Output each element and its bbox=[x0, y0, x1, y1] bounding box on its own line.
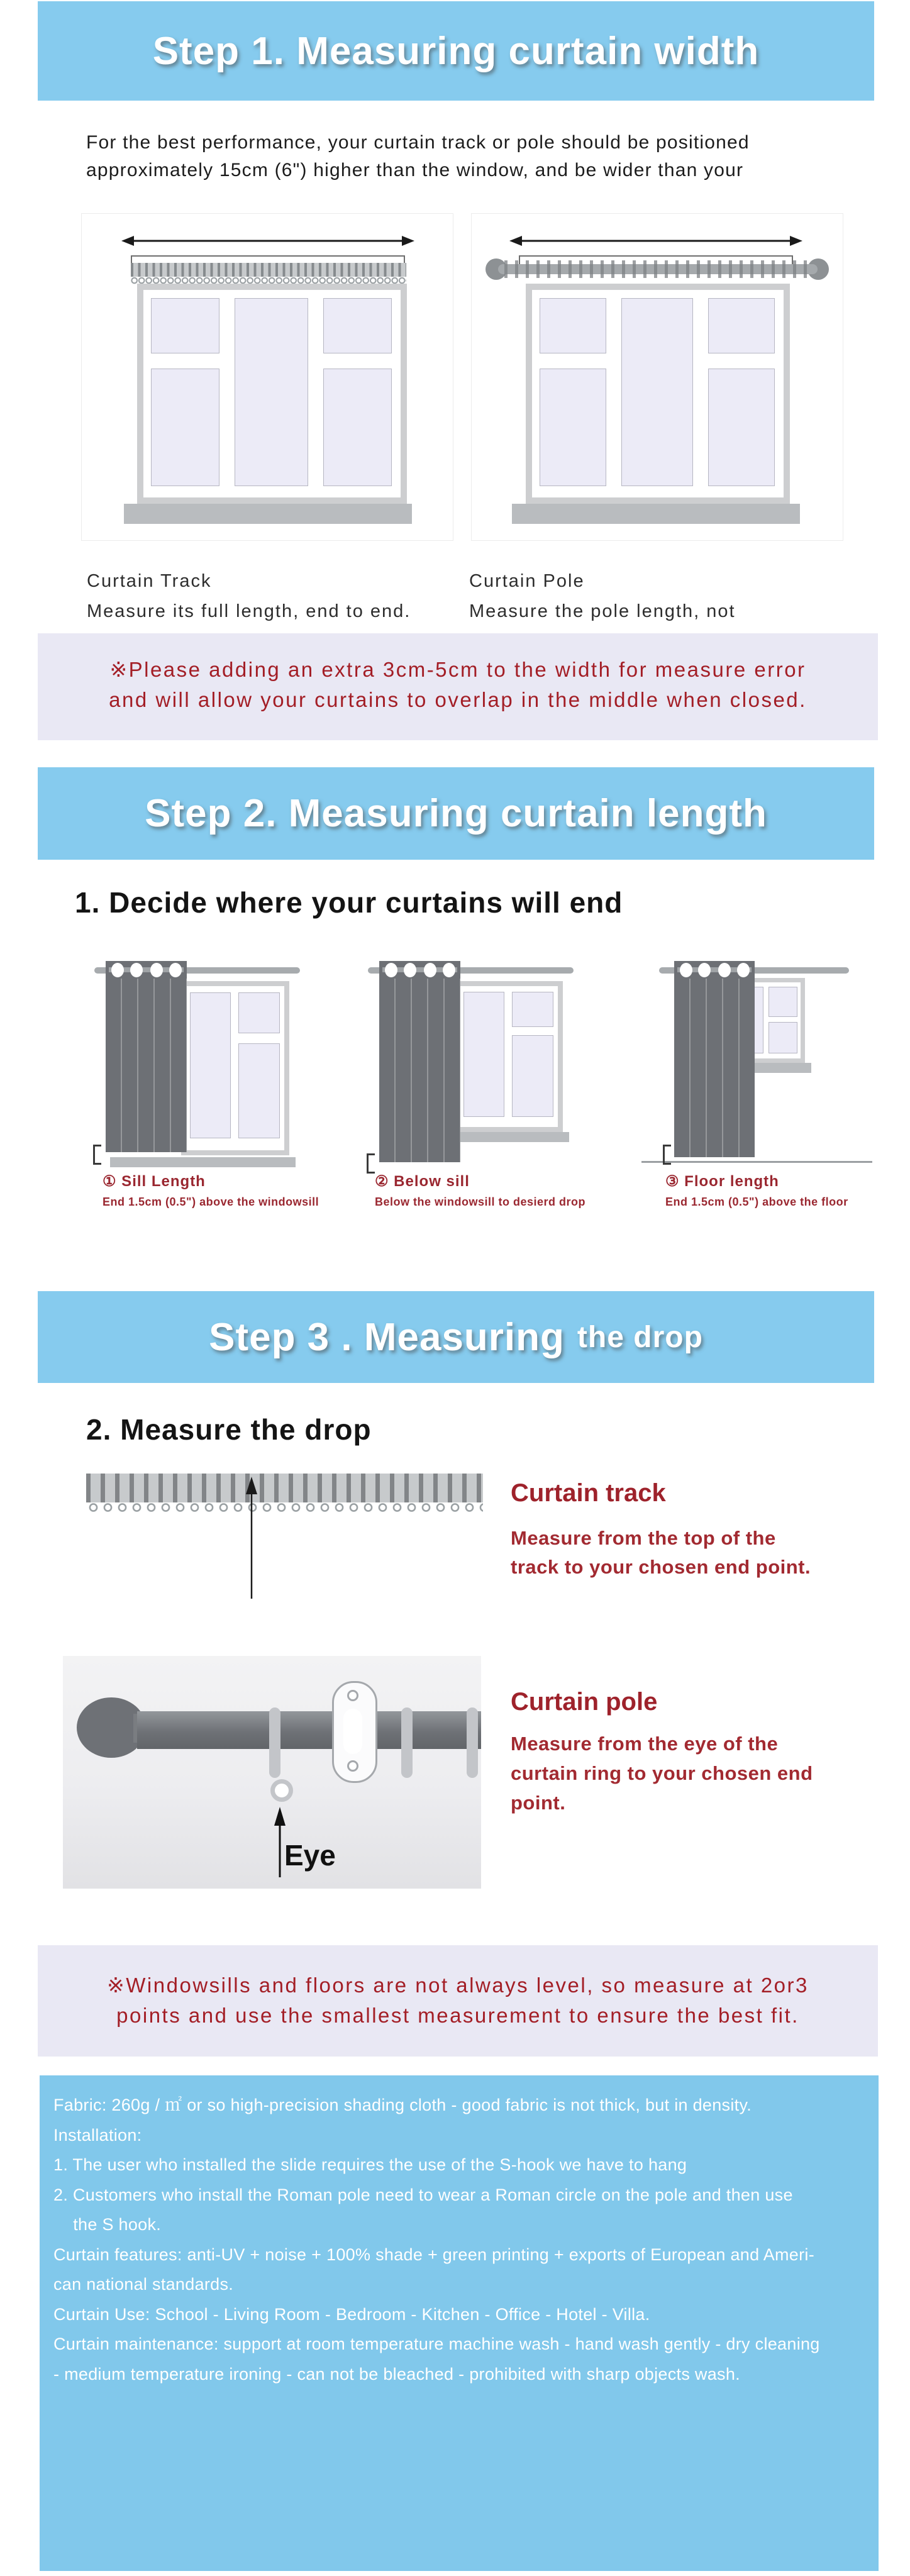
track-drop-title: Curtain track bbox=[511, 1479, 666, 1507]
info-line: Fabric: 260g / ㎡ or so high-precision shading cloth - good fabric is not thick, but in density. bbox=[53, 2096, 752, 2114]
option2-label: ② Below sill bbox=[375, 1173, 470, 1190]
window-pane bbox=[512, 992, 553, 1027]
curtain-folds bbox=[674, 979, 755, 1157]
track-caption-line: Measure its full length, end to end. bbox=[87, 601, 411, 621]
intro-line-2: approximately 15cm (6") higher than the window, and be wider than your bbox=[86, 160, 744, 180]
drop-note bbox=[38, 1945, 878, 2057]
step2-banner bbox=[38, 767, 874, 860]
track-drop-line: Measure from the top of the bbox=[511, 1527, 776, 1549]
window-pane bbox=[769, 987, 797, 1017]
curtain-panel-icon bbox=[379, 961, 460, 1162]
step3-banner-subtitle: the drop bbox=[577, 1320, 703, 1354]
drop-note-line: points and use the smallest measurement to ensure the best fit. bbox=[116, 2004, 799, 2027]
bracket-screw-icon bbox=[347, 1760, 358, 1772]
drop-arrow-icon bbox=[239, 1475, 264, 1601]
option1-desc: End 1.5cm (0.5") above the windowsill bbox=[103, 1196, 319, 1208]
curtain-folds bbox=[379, 979, 460, 1162]
grommet-icon bbox=[424, 963, 436, 977]
step3-banner-title: Step 3 . Measuring bbox=[209, 1315, 565, 1359]
step3-banner bbox=[38, 1291, 874, 1383]
pole-drop-line: Measure from the eye of the bbox=[511, 1733, 779, 1755]
ring-eye-icon bbox=[270, 1779, 293, 1802]
step1-banner-title: Step 1. Measuring curtain width bbox=[152, 29, 760, 73]
window-sill-icon bbox=[110, 1157, 296, 1167]
product-info-panel bbox=[40, 2075, 879, 2571]
grommet-icon bbox=[718, 963, 731, 977]
curtain-track-icon bbox=[86, 1474, 483, 1502]
info-line: Installation: bbox=[53, 2125, 142, 2145]
info-line: 1. The user who installed the slide requires the use of the S-hook we have to hang bbox=[53, 2155, 687, 2174]
curtain-pole-icon bbox=[137, 1711, 481, 1749]
measure-bracket-icon bbox=[93, 1145, 101, 1165]
curtain-panel-icon bbox=[674, 961, 755, 1157]
curtain-folds bbox=[106, 979, 187, 1152]
option3-label: ③ Floor length bbox=[665, 1173, 779, 1190]
window-pane bbox=[621, 298, 693, 486]
window-pane bbox=[323, 298, 391, 353]
intro-line-1: For the best performance, your curtain track or pole should be positioned bbox=[86, 132, 750, 153]
grommet-icon bbox=[680, 963, 692, 977]
measure-bracket-icon bbox=[663, 1145, 671, 1165]
curtain-panel-icon bbox=[106, 961, 187, 1152]
pole-drop-line: curtain ring to your chosen end bbox=[511, 1762, 813, 1784]
pole-drop-line: point. bbox=[511, 1792, 566, 1814]
curtain-pole-photo bbox=[63, 1656, 481, 1889]
window-pane bbox=[708, 298, 775, 353]
window-pane bbox=[769, 1022, 797, 1053]
window-illustration bbox=[526, 284, 790, 504]
curtain-pole-diagram bbox=[471, 213, 843, 541]
info-line: Curtain Use: School - Living Room - Bedroom - Kitchen - Office - Hotel - Villa. bbox=[53, 2304, 650, 2324]
step2-banner-title: Step 2. Measuring curtain length bbox=[145, 792, 767, 835]
drop-note-line: ※Windowsills and floors are not always level, so measure at 2or3 bbox=[107, 1974, 809, 1997]
grommet-icon bbox=[169, 963, 182, 977]
option3-desc: End 1.5cm (0.5") above the floor bbox=[665, 1196, 848, 1208]
pole-caption-title: Curtain Pole bbox=[469, 571, 585, 591]
bracket-screw-icon bbox=[347, 1690, 358, 1701]
window-inner bbox=[143, 290, 401, 497]
grommet-icon bbox=[385, 963, 397, 977]
bracket-slot bbox=[343, 1709, 362, 1754]
grommet-icon bbox=[443, 963, 455, 977]
pole-drop-title: Curtain pole bbox=[511, 1688, 658, 1716]
curtain-ring-icon bbox=[269, 1707, 280, 1778]
pole-caption-line: Measure the pole length, not bbox=[469, 601, 736, 621]
window-illustration bbox=[137, 284, 407, 504]
curtain-ring-icon bbox=[401, 1707, 413, 1778]
grommet-icon bbox=[111, 963, 124, 977]
option1-label: ① Sill Length bbox=[103, 1173, 206, 1190]
window-inner bbox=[186, 986, 284, 1150]
track-glider-rings-icon bbox=[86, 1501, 483, 1515]
option2-desc: Below the windowsill to desierd drop bbox=[375, 1196, 586, 1208]
grommet-icon bbox=[404, 963, 416, 977]
width-note bbox=[38, 633, 878, 740]
window-pane bbox=[190, 992, 230, 1138]
track-drop-line: track to your chosen end point. bbox=[511, 1556, 811, 1578]
grommet-icon bbox=[737, 963, 750, 977]
track-caption-title: Curtain Track bbox=[87, 571, 212, 591]
window-pane bbox=[540, 298, 606, 353]
eye-label: Eye bbox=[284, 1839, 336, 1872]
small-window bbox=[455, 981, 563, 1132]
window-pane bbox=[463, 992, 504, 1117]
info-line: the S hook. bbox=[53, 2215, 162, 2234]
window-pane bbox=[323, 369, 391, 486]
window-inner bbox=[460, 986, 558, 1127]
curtain-track-diagram bbox=[81, 213, 453, 541]
curtain-ring-icon bbox=[467, 1707, 478, 1778]
window-pane bbox=[238, 992, 280, 1033]
info-line: 2. Customers who install the Roman pole need to wear a Roman circle on the pole and then use bbox=[53, 2185, 793, 2204]
small-window bbox=[181, 981, 289, 1155]
info-line: can national standards. bbox=[53, 2275, 234, 2294]
window-pane bbox=[238, 1043, 280, 1138]
window-pane bbox=[540, 369, 606, 486]
window-pane bbox=[708, 369, 775, 486]
grommet-icon bbox=[130, 963, 143, 977]
window-inner bbox=[532, 290, 784, 497]
step3-heading: 2. Measure the drop bbox=[86, 1413, 372, 1446]
step2-heading: 1. Decide where your curtains will end bbox=[75, 886, 623, 919]
grommet-icon bbox=[698, 963, 711, 977]
window-sill-icon bbox=[124, 504, 412, 524]
width-note-line: ※Please adding an extra 3cm-5cm to the width for measure error bbox=[109, 658, 806, 681]
info-line: Curtain maintenance: support at room temperature machine wash - hand wash gently - dry cleaning bbox=[53, 2334, 820, 2353]
window-pane bbox=[512, 1035, 553, 1117]
pole-rings-icon bbox=[504, 260, 811, 278]
info-line: - medium temperature ironing - can not be bleached - prohibited with sharp objects wash. bbox=[53, 2364, 740, 2384]
width-note-line: and will allow your curtains to overlap in the middle when closed. bbox=[109, 688, 807, 711]
floor-line-icon bbox=[641, 1161, 872, 1163]
window-pane bbox=[235, 298, 308, 486]
info-line: Curtain features: anti-UV + noise + 100% shade + green printing + exports of European and Ameri- bbox=[53, 2245, 815, 2264]
window-pane bbox=[151, 369, 219, 486]
window-pane bbox=[151, 298, 219, 353]
window-sill-icon bbox=[512, 504, 800, 524]
measure-bracket-icon bbox=[367, 1153, 375, 1174]
curtain-track-icon bbox=[131, 263, 406, 277]
step1-banner bbox=[38, 1, 874, 101]
grommet-icon bbox=[150, 963, 163, 977]
